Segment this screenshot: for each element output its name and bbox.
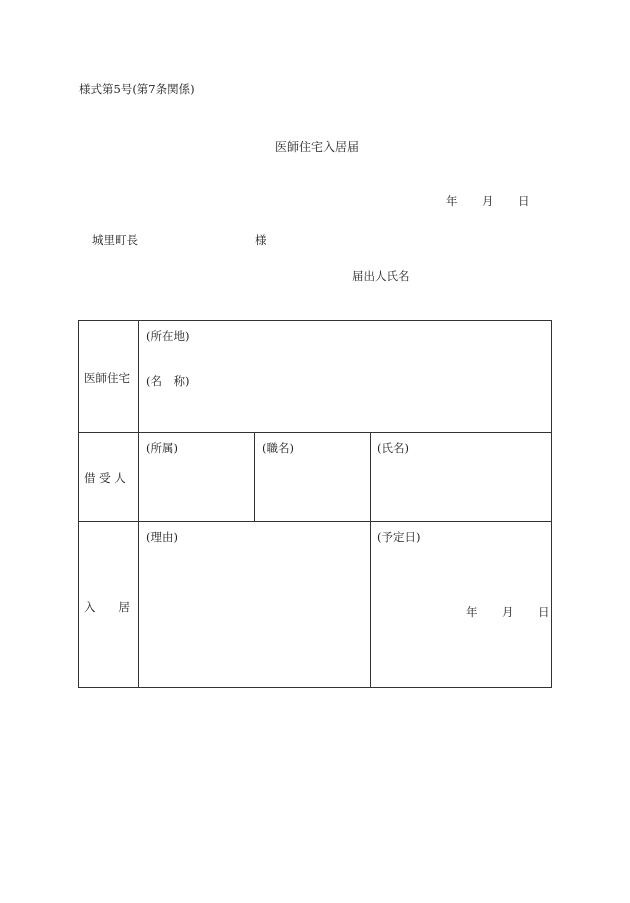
housing-name-field[interactable]: (名 称) [146,374,190,388]
year-label: 年 [446,194,458,208]
form-number-label: 様式第5号(第7条関係) [79,82,195,96]
position-field[interactable]: (職名) [262,441,294,455]
month-label: 月 [482,194,494,208]
moving-in-row-header: 入 居 [84,600,130,614]
addressee: 城里町長 [92,233,138,247]
column-divider [254,432,255,521]
document-title: 医師住宅入居届 [275,140,360,154]
header-column-divider [138,321,139,688]
applicant-name-label: 届出人氏名 [352,269,410,283]
row-divider [79,521,551,522]
honorific: 様 [255,233,267,247]
application-table [78,320,552,688]
borrower-row-header: 借 受 人 [84,471,126,485]
column-divider [370,432,371,688]
scheduled-month-label: 月 [502,605,514,619]
scheduled-day-label: 日 [538,605,550,619]
day-label: 日 [518,194,530,208]
scheduled-year-label: 年 [466,605,478,619]
housing-row-header: 医師住宅 [84,371,130,385]
affiliation-field[interactable]: (所属) [146,441,178,455]
location-field[interactable]: (所在地) [146,329,190,343]
row-divider [79,432,551,433]
reason-field[interactable]: (理由) [146,530,178,544]
borrower-name-field[interactable]: (氏名) [377,441,409,455]
scheduled-date-field[interactable]: (予定日) [377,530,421,544]
